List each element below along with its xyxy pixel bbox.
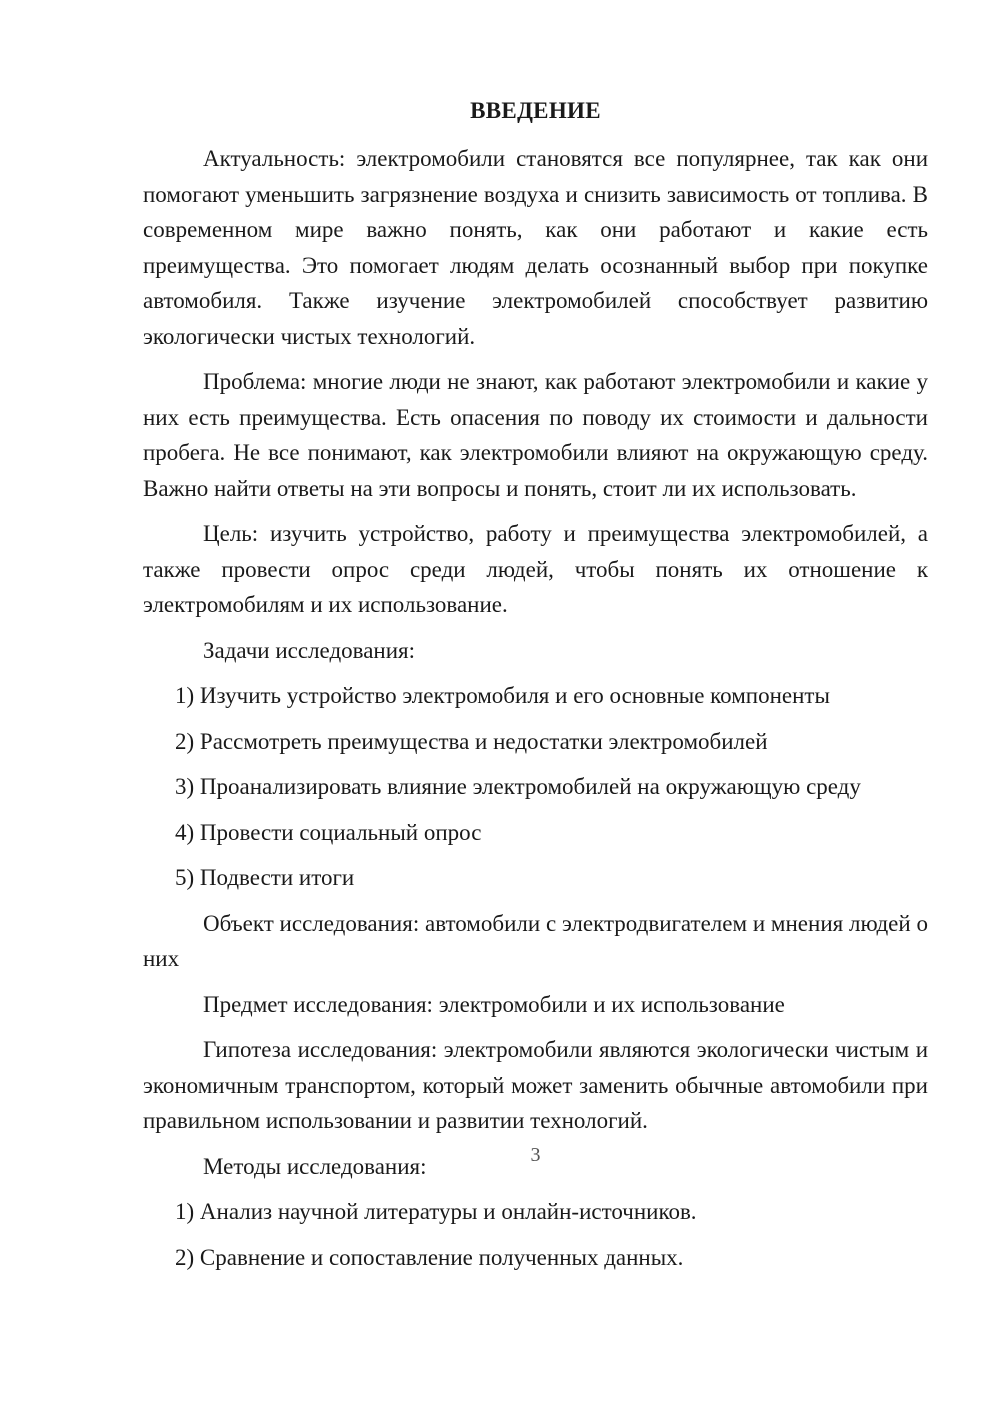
page-number: 3 — [530, 1144, 541, 1166]
paragraph-hypothesis: Гипотеза исследования: электромобили являются экологически чистым и экономичным транспортом, который может заменить обычные автомобили при правильном использовании и развитии технологий. — [143, 1037, 928, 1133]
method-item: 1) Анализ научной литературы и онлайн-источников. — [175, 1199, 697, 1224]
paragraph-goal: Цель: изучить устройство, работу и преимущества электромобилей, а также провести опрос среди людей, чтобы понять их отношение к электромобилям и их использование. — [143, 521, 928, 617]
page-title: ВВЕДЕНИЕ — [470, 98, 601, 123]
document-body — [143, 141, 928, 1285]
method-item: 2) Сравнение и сопоставление полученных данных. — [175, 1244, 684, 1270]
task-item: 5) Подвести итоги — [175, 865, 355, 890]
document-page — [143, 0, 928, 1414]
paragraph-relevance: Актуальность: электромобили становятся все популярнее, так как они помогают уменьшить загрязнение воздуха и снизить зависимость от топлива. В современном мире важно понять, как они работают и какие есть преимущества. Это помогает людям делать осознанный выбор при покупке автомобиля. Также изучение электромобилей способствует развитию экологически чистых технологий. — [143, 146, 928, 349]
task-item: 1) Изучить устройство электромобиля и его основные компоненты — [175, 683, 830, 708]
paragraph-subject: Предмет исследования: электромобили и их использование — [203, 991, 785, 1017]
task-item: 4) Провести социальный опрос — [175, 819, 482, 845]
paragraph-methods-heading: Методы исследования: — [203, 1153, 427, 1179]
task-item: 2) Рассмотреть преимущества и недостатки электромобилей — [175, 728, 768, 754]
task-item: 3) Проанализировать влияние электромобилей на окружающую среду — [175, 774, 861, 799]
paragraph-tasks-heading: Задачи исследования: — [203, 637, 416, 663]
paragraph-problem: Проблема: многие люди не знают, как работают электромобили и какие у них есть преимущества. Есть опасения по поводу их стоимости и дальности пробега. Не все понимают, как электромобили влияют на окружающую среду. Важно найти ответы на эти вопросы и понять, стоит ли их использовать. — [143, 369, 928, 501]
paragraph-object: Объект исследования: автомобили с электродвигателем и мнения людей о них — [143, 910, 928, 971]
